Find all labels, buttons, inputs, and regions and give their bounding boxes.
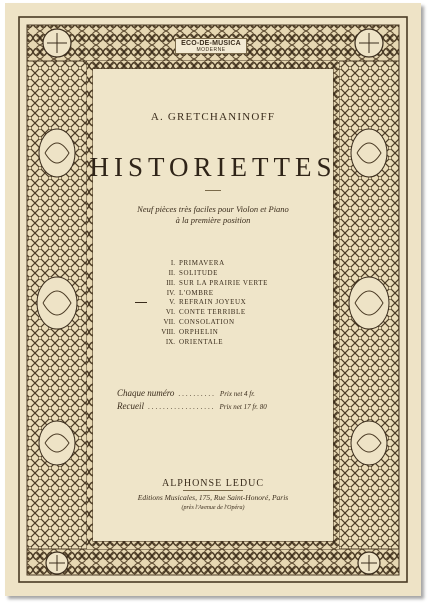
title-rule xyxy=(205,190,221,191)
piece-title: CONTE TERRIBLE xyxy=(179,308,246,316)
list-item xyxy=(145,338,345,347)
piece-number: VI. xyxy=(165,308,175,316)
piece-number: V. xyxy=(169,298,175,306)
piece-number: IX. xyxy=(165,338,175,346)
piece-number: IV. xyxy=(166,289,175,297)
publisher-address: Editions Musicales, 175, Rue Saint-Honoré, Paris xyxy=(137,493,289,502)
page-title: HISTORIETTES xyxy=(89,152,337,182)
list-item xyxy=(145,318,345,327)
list-item xyxy=(145,269,345,278)
piece-title: SOLITUDE xyxy=(179,269,219,277)
list-item xyxy=(145,298,345,307)
price-row xyxy=(117,396,267,414)
piece-title: REFRAIN JOYEUX xyxy=(179,298,247,306)
subtitle-line-2: à la première position xyxy=(175,215,251,225)
price-leader: .................. xyxy=(147,403,216,411)
publisher-note: (près l'Avenue de l'Opéra) xyxy=(181,505,245,511)
list-item xyxy=(145,279,345,288)
piece-number: VII. xyxy=(163,318,175,326)
piece-number: III. xyxy=(166,279,175,287)
piece-title: PRIMAVERA xyxy=(179,259,225,267)
cover-paper xyxy=(5,3,421,596)
piece-number: I. xyxy=(170,259,175,267)
list-item xyxy=(145,328,345,337)
list-item xyxy=(145,259,345,268)
seal-line-2: MODERNE xyxy=(196,47,226,53)
piece-number: VIII. xyxy=(161,328,175,336)
piece-title: L'OMBRE xyxy=(179,289,214,297)
price-label: Recueil xyxy=(117,401,144,411)
publisher-seal xyxy=(175,38,247,54)
subtitle-line-1: Neuf pièces très faciles pour Violon et Piano xyxy=(137,204,289,214)
price-value: Prix net 17 fr. 80 xyxy=(219,403,267,411)
piece-title: SUR LA PRAIRIE VERTE xyxy=(179,279,269,287)
piece-title: CONSOLATION xyxy=(179,318,235,326)
list-item xyxy=(145,289,345,298)
price-label: Chaque numéro xyxy=(117,388,175,398)
publisher-rule xyxy=(183,490,243,491)
piece-title: ORIENTALE xyxy=(179,338,224,346)
piece-title: ORPHELIN xyxy=(179,328,219,336)
price-leader: .......... xyxy=(178,390,216,398)
seal-line-1: ECO-DE-MUSICA xyxy=(181,40,241,47)
publisher-name: ALPHONSE LEDUC xyxy=(161,478,265,489)
list-item xyxy=(145,308,345,317)
price-value: Prix net 4 fr. xyxy=(219,390,255,398)
composer-name: A. GRETCHANINOFF xyxy=(150,111,276,123)
piece-number: II. xyxy=(168,269,175,277)
